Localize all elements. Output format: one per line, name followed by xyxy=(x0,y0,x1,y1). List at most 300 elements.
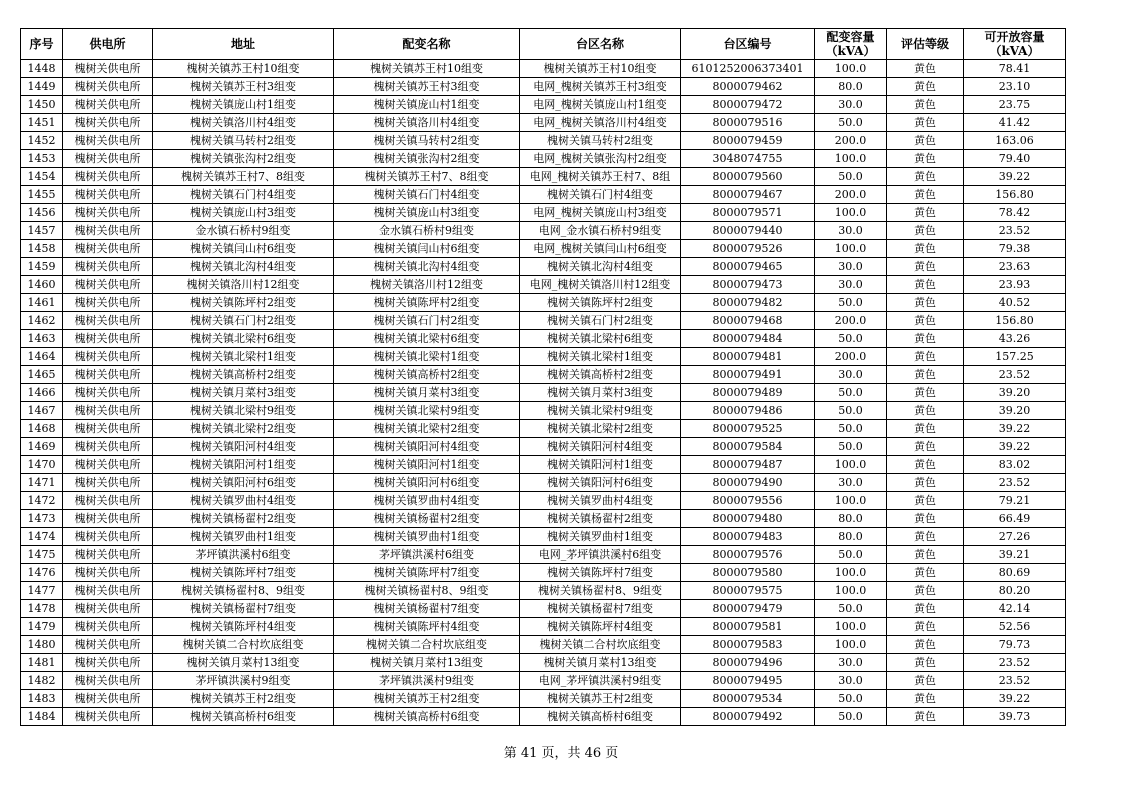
cell-open-capacity: 23.52 xyxy=(964,366,1066,384)
cell-capacity: 100.0 xyxy=(815,618,887,636)
cell-rating: 黄色 xyxy=(887,276,964,294)
cell-open-capacity: 23.75 xyxy=(964,96,1066,114)
cell-address: 槐树关镇洛川村12组变 xyxy=(153,276,334,294)
capacity-table xyxy=(20,28,1066,726)
table-row xyxy=(21,690,1066,708)
cell-area-code: 8000079489 xyxy=(681,384,815,402)
cell-address: 槐树关镇石门村4组变 xyxy=(153,186,334,204)
cell-rating: 黄色 xyxy=(887,384,964,402)
cell-transformer-name: 槐树关镇北梁村1组变 xyxy=(334,348,520,366)
cell-capacity: 50.0 xyxy=(815,690,887,708)
cell-transformer-name: 槐树关镇庞山村1组变 xyxy=(334,96,520,114)
cell-open-capacity: 39.21 xyxy=(964,546,1066,564)
cell-area-code: 8000079525 xyxy=(681,420,815,438)
cell-open-capacity: 23.52 xyxy=(964,672,1066,690)
cell-station: 槐树关供电所 xyxy=(63,186,153,204)
cell-area-name: 槐树关镇阳河村6组变 xyxy=(520,474,681,492)
cell-index: 1456 xyxy=(21,204,63,222)
cell-station: 槐树关供电所 xyxy=(63,348,153,366)
cell-open-capacity: 27.26 xyxy=(964,528,1066,546)
cell-rating: 黄色 xyxy=(887,672,964,690)
cell-station: 槐树关供电所 xyxy=(63,222,153,240)
cell-index: 1467 xyxy=(21,402,63,420)
cell-index: 1460 xyxy=(21,276,63,294)
cell-index: 1458 xyxy=(21,240,63,258)
table-row xyxy=(21,312,1066,330)
cell-capacity: 30.0 xyxy=(815,654,887,672)
cell-area-name: 槐树关镇罗曲村4组变 xyxy=(520,492,681,510)
cell-station: 槐树关供电所 xyxy=(63,438,153,456)
cell-capacity: 200.0 xyxy=(815,132,887,150)
cell-address: 槐树关镇二合村坎底组变 xyxy=(153,636,334,654)
cell-address: 茅坪镇洪溪村6组变 xyxy=(153,546,334,564)
cell-open-capacity: 79.40 xyxy=(964,150,1066,168)
col-header-area-name: 台区名称 xyxy=(520,29,681,60)
cell-area-code: 8000079584 xyxy=(681,438,815,456)
table-row xyxy=(21,96,1066,114)
cell-area-code: 8000079472 xyxy=(681,96,815,114)
cell-transformer-name: 槐树关镇石门村4组变 xyxy=(334,186,520,204)
cell-area-code: 8000079583 xyxy=(681,636,815,654)
header-row xyxy=(21,29,1066,60)
cell-area-name: 槐树关镇月菜村3组变 xyxy=(520,384,681,402)
table-row xyxy=(21,78,1066,96)
cell-transformer-name: 槐树关镇阳河村4组变 xyxy=(334,438,520,456)
cell-rating: 黄色 xyxy=(887,564,964,582)
cell-transformer-name: 槐树关镇张沟村2组变 xyxy=(334,150,520,168)
cell-transformer-name: 槐树关镇苏王村7、8组变 xyxy=(334,168,520,186)
cell-rating: 黄色 xyxy=(887,600,964,618)
cell-transformer-name: 茅坪镇洪溪村9组变 xyxy=(334,672,520,690)
table-row xyxy=(21,582,1066,600)
cell-index: 1469 xyxy=(21,438,63,456)
cell-rating: 黄色 xyxy=(887,330,964,348)
cell-capacity: 200.0 xyxy=(815,348,887,366)
cell-capacity: 80.0 xyxy=(815,510,887,528)
table-row xyxy=(21,348,1066,366)
cell-area-code: 8000079492 xyxy=(681,708,815,726)
cell-area-code: 8000079465 xyxy=(681,258,815,276)
table-row xyxy=(21,528,1066,546)
cell-area-name: 槐树关镇苏王村10组变 xyxy=(520,60,681,78)
cell-capacity: 50.0 xyxy=(815,402,887,420)
cell-station: 槐树关供电所 xyxy=(63,204,153,222)
table-row xyxy=(21,474,1066,492)
cell-area-code: 8000079495 xyxy=(681,672,815,690)
cell-address: 槐树关镇阳河村1组变 xyxy=(153,456,334,474)
cell-capacity: 100.0 xyxy=(815,582,887,600)
cell-transformer-name: 槐树关镇北梁村9组变 xyxy=(334,402,520,420)
cell-rating: 黄色 xyxy=(887,366,964,384)
cell-station: 槐树关供电所 xyxy=(63,78,153,96)
cell-station: 槐树关供电所 xyxy=(63,168,153,186)
cell-open-capacity: 156.80 xyxy=(964,312,1066,330)
cell-station: 槐树关供电所 xyxy=(63,276,153,294)
cell-transformer-name: 槐树关镇二合村坎底组变 xyxy=(334,636,520,654)
table-row xyxy=(21,420,1066,438)
table-row xyxy=(21,438,1066,456)
cell-area-code: 8000079480 xyxy=(681,510,815,528)
cell-index: 1473 xyxy=(21,510,63,528)
cell-rating: 黄色 xyxy=(887,96,964,114)
cell-open-capacity: 23.52 xyxy=(964,474,1066,492)
cell-capacity: 100.0 xyxy=(815,492,887,510)
cell-rating: 黄色 xyxy=(887,204,964,222)
cell-area-name: 槐树关镇二合村坎底组变 xyxy=(520,636,681,654)
cell-area-name: 电网_茅坪镇洪溪村9组变 xyxy=(520,672,681,690)
cell-address: 槐树关镇杨翟村7组变 xyxy=(153,600,334,618)
cell-open-capacity: 23.93 xyxy=(964,276,1066,294)
cell-area-name: 电网_金水镇石桥村9组变 xyxy=(520,222,681,240)
cell-open-capacity: 23.52 xyxy=(964,654,1066,672)
cell-area-name: 槐树关镇北梁村2组变 xyxy=(520,420,681,438)
cell-area-name: 电网_槐树关镇洛川村12组变 xyxy=(520,276,681,294)
cell-area-name: 电网_槐树关镇庞山村1组变 xyxy=(520,96,681,114)
cell-area-name: 槐树关镇北沟村4组变 xyxy=(520,258,681,276)
cell-index: 1468 xyxy=(21,420,63,438)
cell-address: 槐树关镇陈坪村2组变 xyxy=(153,294,334,312)
cell-station: 槐树关供电所 xyxy=(63,492,153,510)
cell-rating: 黄色 xyxy=(887,186,964,204)
cell-index: 1476 xyxy=(21,564,63,582)
col-header-index: 序号 xyxy=(21,29,63,60)
table-row xyxy=(21,294,1066,312)
cell-address: 槐树关镇阳河村4组变 xyxy=(153,438,334,456)
cell-area-name: 槐树关镇马转村2组变 xyxy=(520,132,681,150)
cell-area-name: 槐树关镇陈坪村2组变 xyxy=(520,294,681,312)
cell-transformer-name: 槐树关镇闫山村6组变 xyxy=(334,240,520,258)
cell-index: 1461 xyxy=(21,294,63,312)
table-row xyxy=(21,654,1066,672)
cell-capacity: 200.0 xyxy=(815,312,887,330)
cell-open-capacity: 80.69 xyxy=(964,564,1066,582)
cell-transformer-name: 槐树关镇月菜村13组变 xyxy=(334,654,520,672)
cell-capacity: 80.0 xyxy=(815,528,887,546)
cell-open-capacity: 43.26 xyxy=(964,330,1066,348)
table-body xyxy=(21,60,1066,726)
cell-index: 1472 xyxy=(21,492,63,510)
cell-rating: 黄色 xyxy=(887,456,964,474)
col-header-area-code: 台区编号 xyxy=(681,29,815,60)
cell-area-name: 电网_槐树关镇洛川村4组变 xyxy=(520,114,681,132)
cell-index: 1457 xyxy=(21,222,63,240)
table-row xyxy=(21,222,1066,240)
cell-index: 1464 xyxy=(21,348,63,366)
cell-area-name: 电网_茅坪镇洪溪村6组变 xyxy=(520,546,681,564)
cell-rating: 黄色 xyxy=(887,690,964,708)
cell-transformer-name: 槐树关镇苏王村2组变 xyxy=(334,690,520,708)
cell-capacity: 50.0 xyxy=(815,438,887,456)
cell-capacity: 100.0 xyxy=(815,150,887,168)
cell-area-name: 槐树关镇阳河村4组变 xyxy=(520,438,681,456)
cell-transformer-name: 槐树关镇月菜村3组变 xyxy=(334,384,520,402)
cell-area-code: 8000079496 xyxy=(681,654,815,672)
cell-index: 1466 xyxy=(21,384,63,402)
cell-index: 1479 xyxy=(21,618,63,636)
cell-area-code: 8000079490 xyxy=(681,474,815,492)
table-row xyxy=(21,330,1066,348)
page-number-footer: 第 41 页，共 46 页 xyxy=(503,746,619,761)
cell-address: 槐树关镇北梁村6组变 xyxy=(153,330,334,348)
cell-transformer-name: 槐树关镇石门村2组变 xyxy=(334,312,520,330)
cell-station: 槐树关供电所 xyxy=(63,312,153,330)
cell-open-capacity: 156.80 xyxy=(964,186,1066,204)
cell-address: 槐树关镇张沟村2组变 xyxy=(153,150,334,168)
cell-transformer-name: 槐树关镇杨翟村8、9组变 xyxy=(334,582,520,600)
cell-station: 槐树关供电所 xyxy=(63,258,153,276)
cell-station: 槐树关供电所 xyxy=(63,456,153,474)
table-row xyxy=(21,492,1066,510)
cell-transformer-name: 槐树关镇陈坪村4组变 xyxy=(334,618,520,636)
cell-address: 槐树关镇北沟村4组变 xyxy=(153,258,334,276)
cell-station: 槐树关供电所 xyxy=(63,564,153,582)
cell-address: 槐树关镇北梁村2组变 xyxy=(153,420,334,438)
cell-station: 槐树关供电所 xyxy=(63,600,153,618)
cell-area-name: 槐树关镇石门村2组变 xyxy=(520,312,681,330)
cell-index: 1462 xyxy=(21,312,63,330)
cell-station: 槐树关供电所 xyxy=(63,114,153,132)
cell-open-capacity: 39.22 xyxy=(964,168,1066,186)
cell-address: 槐树关镇罗曲村4组变 xyxy=(153,492,334,510)
table-row xyxy=(21,186,1066,204)
cell-area-name: 槐树关镇高桥村6组变 xyxy=(520,708,681,726)
cell-station: 槐树关供电所 xyxy=(63,474,153,492)
table-header xyxy=(21,29,1066,60)
table-row xyxy=(21,672,1066,690)
cell-transformer-name: 槐树关镇高桥村2组变 xyxy=(334,366,520,384)
cell-rating: 黄色 xyxy=(887,150,964,168)
cell-rating: 黄色 xyxy=(887,312,964,330)
cell-capacity: 30.0 xyxy=(815,672,887,690)
cell-area-name: 槐树关镇阳河村1组变 xyxy=(520,456,681,474)
cell-capacity: 30.0 xyxy=(815,222,887,240)
table-row xyxy=(21,114,1066,132)
cell-index: 1452 xyxy=(21,132,63,150)
cell-rating: 黄色 xyxy=(887,168,964,186)
cell-address: 槐树关镇石门村2组变 xyxy=(153,312,334,330)
cell-index: 1450 xyxy=(21,96,63,114)
cell-address: 槐树关镇罗曲村1组变 xyxy=(153,528,334,546)
cell-rating: 黄色 xyxy=(887,60,964,78)
cell-area-code: 8000079479 xyxy=(681,600,815,618)
cell-capacity: 30.0 xyxy=(815,258,887,276)
cell-address: 槐树关镇苏王村7、8组变 xyxy=(153,168,334,186)
cell-area-name: 槐树关镇陈坪村7组变 xyxy=(520,564,681,582)
cell-rating: 黄色 xyxy=(887,222,964,240)
cell-capacity: 100.0 xyxy=(815,240,887,258)
cell-station: 槐树关供电所 xyxy=(63,708,153,726)
table-row xyxy=(21,564,1066,582)
cell-rating: 黄色 xyxy=(887,420,964,438)
cell-address: 槐树关镇月菜村13组变 xyxy=(153,654,334,672)
cell-capacity: 30.0 xyxy=(815,474,887,492)
cell-open-capacity: 41.42 xyxy=(964,114,1066,132)
cell-address: 槐树关镇杨翟村2组变 xyxy=(153,510,334,528)
cell-area-code: 8000079481 xyxy=(681,348,815,366)
cell-open-capacity: 23.10 xyxy=(964,78,1066,96)
table-row xyxy=(21,636,1066,654)
cell-area-code: 8000079580 xyxy=(681,564,815,582)
cell-index: 1471 xyxy=(21,474,63,492)
cell-transformer-name: 槐树关镇陈坪村2组变 xyxy=(334,294,520,312)
cell-transformer-name: 槐树关镇罗曲村1组变 xyxy=(334,528,520,546)
cell-area-name: 槐树关镇陈坪村4组变 xyxy=(520,618,681,636)
cell-rating: 黄色 xyxy=(887,258,964,276)
cell-capacity: 50.0 xyxy=(815,708,887,726)
cell-area-code: 8000079571 xyxy=(681,204,815,222)
cell-index: 1478 xyxy=(21,600,63,618)
cell-transformer-name: 槐树关镇阳河村6组变 xyxy=(334,474,520,492)
cell-address: 槐树关镇北梁村1组变 xyxy=(153,348,334,366)
cell-open-capacity: 79.21 xyxy=(964,492,1066,510)
cell-station: 槐树关供电所 xyxy=(63,402,153,420)
table-row xyxy=(21,132,1066,150)
cell-capacity: 100.0 xyxy=(815,60,887,78)
cell-index: 1474 xyxy=(21,528,63,546)
cell-area-code: 8000079556 xyxy=(681,492,815,510)
cell-open-capacity: 39.22 xyxy=(964,438,1066,456)
cell-rating: 黄色 xyxy=(887,474,964,492)
cell-capacity: 30.0 xyxy=(815,96,887,114)
cell-rating: 黄色 xyxy=(887,546,964,564)
table-row xyxy=(21,258,1066,276)
cell-open-capacity: 40.52 xyxy=(964,294,1066,312)
cell-open-capacity: 66.49 xyxy=(964,510,1066,528)
cell-rating: 黄色 xyxy=(887,78,964,96)
cell-area-code: 8000079581 xyxy=(681,618,815,636)
cell-area-name: 槐树关镇石门村4组变 xyxy=(520,186,681,204)
cell-area-code: 6101252006373401 xyxy=(681,60,815,78)
cell-area-name: 槐树关镇罗曲村1组变 xyxy=(520,528,681,546)
cell-address: 茅坪镇洪溪村9组变 xyxy=(153,672,334,690)
cell-area-name: 槐树关镇苏王村2组变 xyxy=(520,690,681,708)
cell-area-name: 电网_槐树关镇苏王村3组变 xyxy=(520,78,681,96)
table-row xyxy=(21,204,1066,222)
cell-rating: 黄色 xyxy=(887,528,964,546)
col-header-station: 供电所 xyxy=(63,29,153,60)
cell-area-name: 槐树关镇杨翟村8、9组变 xyxy=(520,582,681,600)
cell-area-code: 8000079484 xyxy=(681,330,815,348)
cell-transformer-name: 槐树关镇杨翟村2组变 xyxy=(334,510,520,528)
cell-index: 1483 xyxy=(21,690,63,708)
cell-area-code: 8000079516 xyxy=(681,114,815,132)
cell-area-name: 槐树关镇北梁村6组变 xyxy=(520,330,681,348)
cell-index: 1484 xyxy=(21,708,63,726)
cell-transformer-name: 槐树关镇洛川村4组变 xyxy=(334,114,520,132)
cell-open-capacity: 80.20 xyxy=(964,582,1066,600)
cell-index: 1449 xyxy=(21,78,63,96)
cell-open-capacity: 79.38 xyxy=(964,240,1066,258)
cell-rating: 黄色 xyxy=(887,132,964,150)
cell-area-code: 8000079483 xyxy=(681,528,815,546)
cell-area-code: 8000079462 xyxy=(681,78,815,96)
cell-transformer-name: 槐树关镇马转村2组变 xyxy=(334,132,520,150)
cell-capacity: 50.0 xyxy=(815,546,887,564)
cell-capacity: 30.0 xyxy=(815,366,887,384)
table-row xyxy=(21,708,1066,726)
cell-station: 槐树关供电所 xyxy=(63,60,153,78)
cell-capacity: 200.0 xyxy=(815,186,887,204)
cell-area-name: 槐树关镇北梁村1组变 xyxy=(520,348,681,366)
cell-open-capacity: 39.20 xyxy=(964,384,1066,402)
cell-area-name: 电网_槐树关镇张沟村2组变 xyxy=(520,150,681,168)
cell-area-code: 8000079440 xyxy=(681,222,815,240)
cell-capacity: 100.0 xyxy=(815,636,887,654)
cell-transformer-name: 槐树关镇罗曲村4组变 xyxy=(334,492,520,510)
cell-area-name: 槐树关镇杨翟村7组变 xyxy=(520,600,681,618)
cell-station: 槐树关供电所 xyxy=(63,294,153,312)
cell-rating: 黄色 xyxy=(887,708,964,726)
cell-transformer-name: 槐树关镇阳河村1组变 xyxy=(334,456,520,474)
cell-capacity: 30.0 xyxy=(815,276,887,294)
col-header-transformer-name: 配变名称 xyxy=(334,29,520,60)
cell-open-capacity: 23.52 xyxy=(964,222,1066,240)
cell-index: 1475 xyxy=(21,546,63,564)
cell-index: 1459 xyxy=(21,258,63,276)
cell-station: 槐树关供电所 xyxy=(63,366,153,384)
cell-open-capacity: 39.73 xyxy=(964,708,1066,726)
col-header-open-capacity: 可开放容量 （kVA） xyxy=(964,29,1066,60)
cell-open-capacity: 52.56 xyxy=(964,618,1066,636)
cell-index: 1477 xyxy=(21,582,63,600)
cell-station: 槐树关供电所 xyxy=(63,150,153,168)
cell-address: 槐树关镇洛川村4组变 xyxy=(153,114,334,132)
cell-transformer-name: 槐树关镇洛川村12组变 xyxy=(334,276,520,294)
cell-open-capacity: 83.02 xyxy=(964,456,1066,474)
cell-area-name: 槐树关镇高桥村2组变 xyxy=(520,366,681,384)
cell-area-code: 8000079468 xyxy=(681,312,815,330)
table-row xyxy=(21,366,1066,384)
col-header-capacity: 配变容量 （kVA） xyxy=(815,29,887,60)
cell-area-code: 8000079576 xyxy=(681,546,815,564)
cell-rating: 黄色 xyxy=(887,240,964,258)
cell-capacity: 100.0 xyxy=(815,204,887,222)
cell-rating: 黄色 xyxy=(887,492,964,510)
cell-address: 槐树关镇月菜村3组变 xyxy=(153,384,334,402)
cell-rating: 黄色 xyxy=(887,582,964,600)
col-header-address: 地址 xyxy=(153,29,334,60)
table-row xyxy=(21,456,1066,474)
cell-station: 槐树关供电所 xyxy=(63,420,153,438)
cell-rating: 黄色 xyxy=(887,402,964,420)
cell-index: 1480 xyxy=(21,636,63,654)
cell-rating: 黄色 xyxy=(887,510,964,528)
cell-area-name: 电网_槐树关镇庞山村3组变 xyxy=(520,204,681,222)
cell-index: 1465 xyxy=(21,366,63,384)
table-row xyxy=(21,510,1066,528)
cell-area-code: 8000079491 xyxy=(681,366,815,384)
cell-address: 槐树关镇高桥村2组变 xyxy=(153,366,334,384)
table-row xyxy=(21,384,1066,402)
cell-station: 槐树关供电所 xyxy=(63,528,153,546)
cell-station: 槐树关供电所 xyxy=(63,618,153,636)
cell-index: 1482 xyxy=(21,672,63,690)
cell-address: 槐树关镇马转村2组变 xyxy=(153,132,334,150)
cell-index: 1463 xyxy=(21,330,63,348)
cell-area-code: 8000079482 xyxy=(681,294,815,312)
cell-open-capacity: 78.42 xyxy=(964,204,1066,222)
cell-transformer-name: 茅坪镇洪溪村6组变 xyxy=(334,546,520,564)
cell-index: 1454 xyxy=(21,168,63,186)
cell-station: 槐树关供电所 xyxy=(63,546,153,564)
cell-open-capacity: 39.20 xyxy=(964,402,1066,420)
cell-capacity: 100.0 xyxy=(815,456,887,474)
cell-area-code: 8000079487 xyxy=(681,456,815,474)
cell-transformer-name: 槐树关镇高桥村6组变 xyxy=(334,708,520,726)
col-header-rating: 评估等级 xyxy=(887,29,964,60)
cell-open-capacity: 39.22 xyxy=(964,420,1066,438)
cell-open-capacity: 78.41 xyxy=(964,60,1066,78)
